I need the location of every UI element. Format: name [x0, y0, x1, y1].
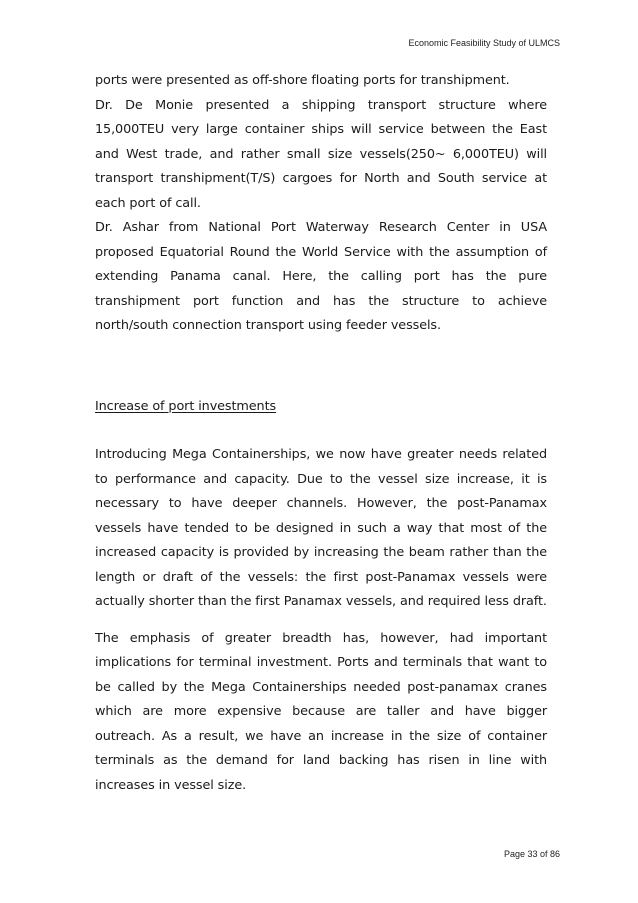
- paragraph-5: The emphasis of greater breadth has, however, had important implications for terminal investment. Ports and terminals that want to be called by the Mega Containerships needed post-panamax cranes which are more expensive because are taller and have bigger outreach. As a result, we have an increase in the size of container terminals as the demand for land backing has risen in line with increases in vessel size.: [95, 630, 547, 793]
- paragraph-3: Dr. Ashar from National Port Waterway Research Center in USA proposed Equatorial Round the World Service with the assumption of extending Panama canal. Here, the calling port has the pure transhipment port function and has the structure to achieve north/south connection transport using feeder vessels.: [95, 220, 547, 333]
- paragraph-4: Introducing Mega Containerships, we now have greater needs related to performance and capacity. Due to the vessel size increase, it is necessary to have deeper channels. However, the post-Panamax vessels have tended to be designed in such a way that most of the increased capacity is provided by increasing the beam rather than the length or draft of the vessels: the first post-Panamax vessels were actually shorter than the first Panamax vessels, and required less draft.: [95, 447, 547, 609]
- page-number: Page 33 of 86: [503, 849, 560, 859]
- page-body: [95, 69, 547, 798]
- paragraph-2: Dr. De Monie presented a shipping transport structure where 15,000TEU very large container ships will service between the East and West trade, and rather small size vessels(250~ 6,000TEU) will transport transhipment(T/S) cargoes for North and South service at each port of call.: [95, 97, 547, 211]
- section-heading: Increase of port investments: [95, 398, 277, 414]
- paragraph-1: ports were presented as off-shore floating ports for transhipment.: [95, 73, 510, 88]
- running-header: Economic Feasibility Study of ULMCS: [408, 38, 560, 48]
